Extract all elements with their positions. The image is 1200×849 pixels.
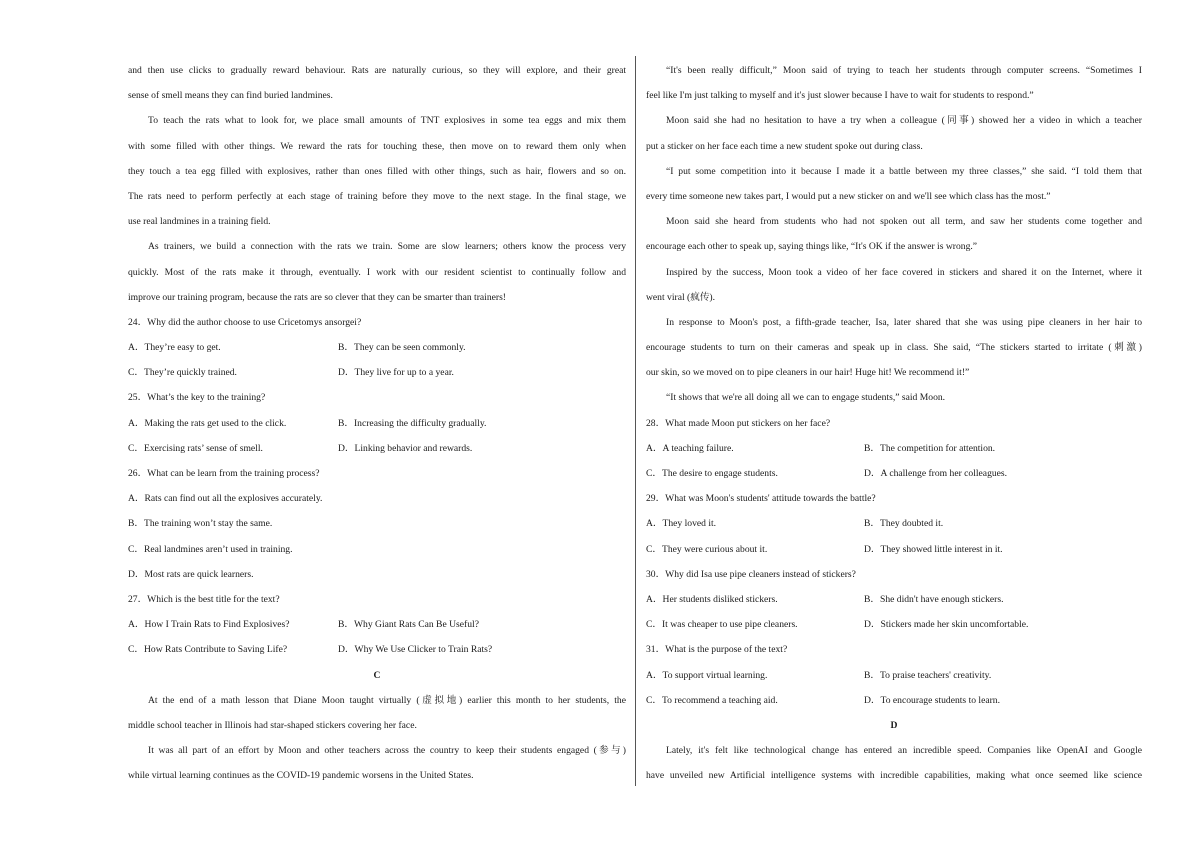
option-row	[128, 612, 626, 637]
option-a: C．They’re quickly trained.	[128, 367, 237, 379]
option-row	[646, 612, 1142, 637]
option-a: A．They loved it.	[646, 518, 717, 530]
option-a: C．To recommend a teaching aid.	[646, 694, 778, 706]
option-b: B．They can be seen commonly.	[338, 342, 466, 354]
option-b: B．She didn't have enough stickers.	[864, 593, 1004, 605]
option-row	[646, 537, 1142, 562]
option-a: A．They’re easy to get.	[128, 342, 221, 354]
text-line: went viral (疯传).	[646, 291, 716, 303]
text-line: middle school teacher in Illinois had star-shaped stickers covering her face.	[128, 719, 417, 731]
option-a: A．A teaching failure.	[646, 442, 734, 454]
option-b: D．Why We Use Clicker to Train Rats?	[338, 644, 493, 656]
option-a: A．To support virtual learning.	[646, 669, 768, 681]
option-b: D．They live for up to a year.	[338, 367, 454, 379]
text-line: 30．Why did Isa use pipe cleaners instead of stickers?	[646, 568, 856, 580]
text-line: C．Real landmines aren’t used in training.	[128, 543, 293, 555]
text-line: 29．What was Moon's students' attitude towards the battle?	[646, 493, 876, 505]
text-line: 28．What made Moon put stickers on her face?	[646, 417, 831, 429]
text-line: put a sticker on her face each time a new student spoke out during class.	[646, 140, 923, 152]
option-row	[646, 511, 1142, 536]
text-line: At the end of a math lesson that Diane Moon taught virtually (虚拟地) earlier this month to her students, the	[148, 694, 626, 706]
text-line: with some filled with other things. We reward the rats for touching these, then move on to reward them only when	[128, 140, 626, 152]
option-b: D．Stickers made her skin uncomfortable.	[864, 619, 1029, 631]
text-line: “It's been really difficult,” Moon said of trying to teach her students through computer screens. “Sometimes I	[666, 65, 1142, 76]
text-line: Moon said she heard from students who had not spoken out all term, and saw her students come together and	[666, 216, 1142, 228]
text-line: “I put some competition into it because I made it a battle between my three classes,” she said. “I told them that	[666, 165, 1142, 177]
text-line: every time someone new takes part, I would put a new sticker on and we'll see which class has the most.”	[646, 190, 1051, 202]
text-line: they touch a tea egg filled with explosives, rather than ones filled with other things, such as hair, flowers and so on.	[128, 165, 626, 177]
text-line: and then use clicks to gradually reward behaviour. Rats are naturally curious, so they will explore, and their great	[128, 65, 626, 76]
option-row	[646, 688, 1142, 713]
option-b: D．Linking behavior and rewards.	[338, 442, 473, 454]
option-a: A．How I Train Rats to Find Explosives?	[128, 619, 290, 631]
text-line: A．Rats can find out all the explosives accurately.	[128, 493, 323, 505]
section-heading: C	[373, 669, 381, 681]
text-line: encourage each other to speak up, saying things like, “It's OK if the answer is wrong.”	[646, 241, 978, 253]
column-divider	[635, 56, 636, 786]
option-b: B．The competition for attention.	[864, 442, 996, 454]
text-line: Moon said she had no hesitation to have a try when a colleague (同事) showed her a video in which a teacher	[666, 115, 1142, 127]
text-line: B．The training won’t stay the same.	[128, 518, 273, 530]
option-a: A．Making the rats get used to the click.	[128, 417, 287, 429]
option-b: D．A challenge from her colleagues.	[864, 468, 1008, 479]
option-b: D．To encourage students to learn.	[864, 694, 1000, 706]
text-line: have unveiled new Artificial intelligence systems with incredible capabilities, making what once seemed like science	[646, 770, 1142, 782]
text-line: Inspired by the success, Moon took a video of her face covered in stickers and shared it on the Internet, where it	[666, 266, 1142, 278]
text-line: In response to Moon's post, a fifth-grade teacher, Isa, later shared that she was using pipe cleaners in her hair to	[666, 316, 1142, 328]
text-line: D．Most rats are quick learners.	[128, 568, 254, 580]
text-line: feel like I'm just talking to myself and it's just slower because I have to wait for students to respond.”	[646, 90, 1034, 102]
text-line: 27．Which is the best title for the text?	[128, 593, 280, 605]
text-line: encourage students to turn on their cameras and speak up in class. She said, “The stickers started to irritate (刺激)	[646, 342, 1142, 354]
option-row	[128, 360, 626, 385]
text-line: 31．What is the purpose of the text?	[646, 644, 788, 656]
option-a: C．Exercising rats’ sense of smell.	[128, 442, 263, 454]
right-column	[646, 58, 1142, 788]
option-row	[646, 663, 1142, 688]
text-line: improve our training program, because the rats are so clever that they can be smarter than trainers!	[128, 291, 506, 303]
text-line: use real landmines in a training field.	[128, 216, 271, 228]
option-b: D．They showed little interest in it.	[864, 543, 1003, 555]
option-a: C．They were curious about it.	[646, 543, 768, 555]
text-line: quickly. Most of the rats make it through, eventually. I work with our resident scientist to continually follow and	[128, 266, 626, 278]
text-line: To teach the rats what to look for, we place small amounts of TNT explosives in some tea eggs and mix them	[148, 115, 626, 127]
option-row	[646, 436, 1142, 461]
option-a: C．It was cheaper to use pipe cleaners.	[646, 619, 798, 631]
option-row	[128, 436, 626, 461]
section-heading: D	[890, 719, 898, 731]
option-row	[128, 411, 626, 436]
text-line: Lately, it's felt like technological change has entered an incredible speed. Companies like OpenAI and Google	[666, 745, 1142, 757]
option-row	[128, 637, 626, 662]
text-line: As trainers, we build a connection with the rats we train. Some are slow learners; others know the process very	[148, 241, 626, 253]
option-row	[646, 587, 1142, 612]
text-line: 24．Why did the author choose to use Cricetomys ansorgei?	[128, 316, 362, 328]
text-line: It was all part of an effort by Moon and other teachers across the country to keep their students engaged (参与)	[148, 745, 626, 757]
text-line: “It shows that we're all doing all we can to engage students,” said Moon.	[666, 392, 946, 404]
text-line: our skin, so we moved on to pipe cleaners in our hair! Huge hit! We recommend it!”	[646, 367, 970, 379]
option-a: A．Her students disliked stickers.	[646, 593, 778, 605]
option-row	[128, 335, 626, 360]
text-line: The rats need to perform perfectly at each stage of training before they move to the next stage. In the final stage, we	[128, 190, 626, 202]
text-line: 25．What’s the key to the training?	[128, 392, 266, 404]
option-b: B．To praise teachers' creativity.	[864, 669, 992, 681]
option-b: B．Increasing the difficulty gradually.	[338, 417, 487, 429]
option-b: B．They doubted it.	[864, 518, 944, 530]
option-a: C．The desire to engage students.	[646, 468, 778, 479]
left-column	[128, 58, 626, 788]
option-row	[646, 461, 1142, 486]
text-line: while virtual learning continues as the COVID-19 pandemic worsens in the United States.	[128, 770, 474, 782]
option-b: B．Why Giant Rats Can Be Useful?	[338, 619, 479, 631]
option-a: C．How Rats Contribute to Saving Life?	[128, 644, 288, 656]
text-line: 26．What can be learn from the training process?	[128, 468, 320, 479]
text-line: sense of smell means they can find buried landmines.	[128, 90, 333, 102]
